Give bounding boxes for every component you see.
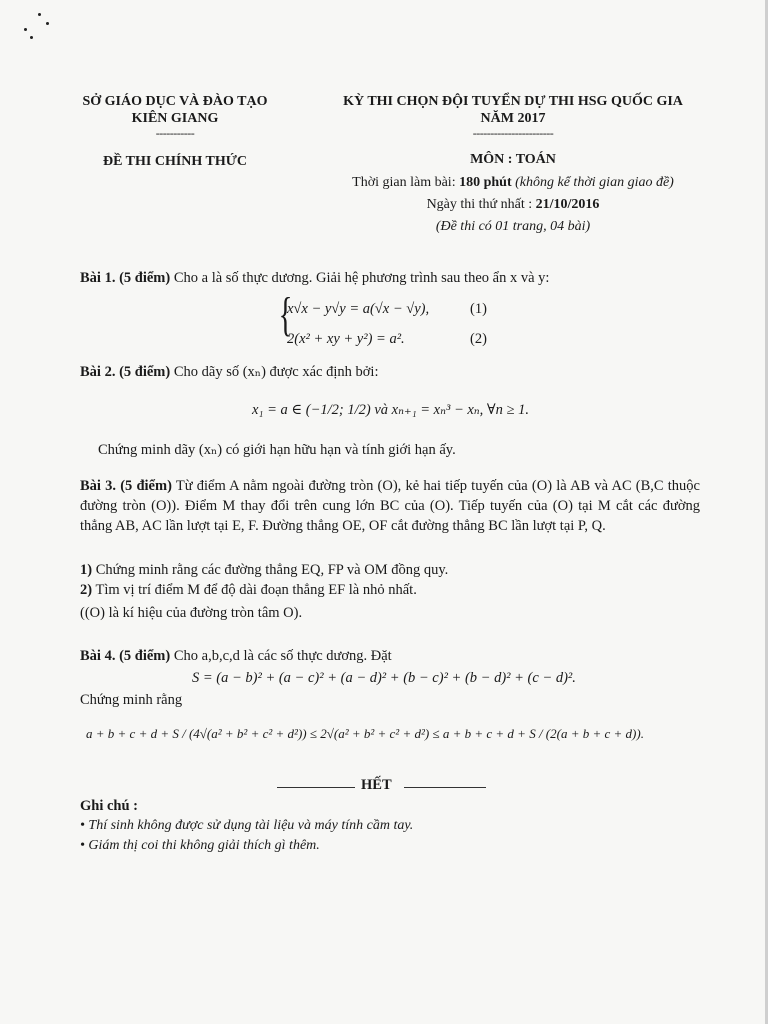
- problem-2-heading: Bài 2. (5 điểm): [80, 364, 171, 380]
- problem-3-text: Từ điểm A nằm ngoài đường tròn (O), kẻ hai tiếp tuyến của (O) là AB và AC (B,C thuộc đường tròn (O)). Điểm M thay đổi trên cung lớn BC của (O). Tiếp tuyến của (O) tại M cắt các đường thẳng AB, AC lần lượt tại E, F. Đường thẳng OE, OF cắt đường thẳng BC lần lượt tại P, Q.: [80, 478, 700, 534]
- problem-1-heading: Bài 1. (5 điểm): [80, 270, 171, 286]
- province-name: KIÊN GIANG: [131, 111, 219, 126]
- problem-1-eq1-number: (1): [470, 301, 487, 317]
- scan-speck: [30, 36, 33, 39]
- note-title: Ghi chú :: [80, 798, 139, 814]
- date-value: 21/10/2016: [535, 197, 600, 212]
- date-label: Ngày thi thứ nhất :: [426, 197, 536, 212]
- scan-speck: [46, 22, 49, 25]
- question-number: 2): [80, 582, 93, 598]
- header-right: [318, 93, 708, 168]
- problem-2-text: Cho dãy số (xₙ) được xác định bởi:: [170, 364, 379, 380]
- problem-1: [80, 268, 700, 288]
- problem-3: [80, 476, 700, 536]
- problem-3-heading: Bài 3. (5 điểm): [80, 478, 172, 494]
- exam-info: [318, 172, 708, 238]
- exam-year: NĂM 2017: [480, 111, 546, 126]
- problem-3-q2: [80, 580, 700, 600]
- exam-title: KỲ THI CHỌN ĐỘI TUYỂN DỰ THI HSG QUỐC GIA: [343, 94, 683, 109]
- question-text: Chứng minh rằng các đường thẳng EQ, FP và OM đồng quy.: [92, 562, 449, 578]
- problem-2: [80, 362, 700, 382]
- department-name: SỞ GIÁO DỤC VÀ ĐÀO TẠO: [82, 94, 268, 109]
- date-line: [318, 194, 708, 216]
- time-value: 180 phút: [459, 175, 512, 190]
- problem-4-prove: Chứng minh rằng: [80, 692, 183, 708]
- question-text: Tìm vị trí điểm M để độ dài đoạn thẳng EF là nhỏ nhất.: [92, 582, 417, 598]
- problem-1-eq2-number: (2): [470, 331, 487, 347]
- scan-speck: [38, 13, 41, 16]
- pages-note: [318, 216, 708, 238]
- problem-4-text: Cho a,b,c,d là các số thực dương. Đặt: [170, 648, 392, 664]
- subject-label: MÔN : TOÁN: [470, 152, 556, 167]
- note-item: • Thí sinh không được sử dụng tài liệu và máy tính cầm tay.: [80, 818, 414, 833]
- note-item: • Giám thị coi thi không giải thích gì thêm.: [80, 838, 320, 853]
- end-line-left: [277, 787, 355, 788]
- problem-3-q1: [80, 560, 700, 580]
- time-note: (không kể thời gian giao đề): [515, 175, 674, 190]
- official-label: ĐỀ THI CHÍNH THỨC: [102, 154, 248, 169]
- problem-1-eq2: 2(x² + xy + y²) = a².: [287, 331, 405, 347]
- question-number: 1): [80, 562, 93, 578]
- problem-1-eq1: x√x − y√y = a(√x − √y),: [287, 301, 430, 317]
- end-line-right: [404, 787, 486, 788]
- header-divider: -----------------------: [472, 126, 554, 140]
- problem-3-note: ((O) là kí hiệu của đường tròn tâm O).: [80, 605, 303, 621]
- problem-1-text: Cho a là số thực dương. Giải hệ phương trình sau theo ẩn x và y:: [170, 270, 550, 286]
- problem-4: [80, 646, 700, 666]
- header-divider: -----------: [155, 126, 195, 140]
- problem-4-inequality: a + b + c + d + S / (4√(a² + b² + c² + d²)) ≤ 2√(a² + b² + c² + d²) ≤ a + b + c + d + S / (2(a + b + c + d)).: [86, 726, 644, 741]
- header-left: [70, 93, 280, 170]
- time-line: [318, 172, 708, 194]
- problem-4-heading: Bài 4. (5 điểm): [80, 648, 171, 664]
- end-marker: HẾT: [361, 777, 392, 793]
- pages-note-text: (Đề thi có 01 trang, 04 bài): [435, 219, 591, 234]
- problem-2-task: Chứng minh dãy (xₙ) có giới hạn hữu hạn và tính giới hạn ấy.: [98, 442, 456, 458]
- scan-speck: [24, 28, 27, 31]
- time-label: Thời gian làm bài:: [352, 175, 460, 190]
- problem-2-formula: x₁ = a ∈ (−1/2; 1/2) và xₙ₊₁ = xₙ³ − xₙ, ∀n ≥ 1.: [252, 402, 530, 418]
- problem-4-S-definition: S = (a − b)² + (a − c)² + (a − d)² + (b − c)² + (b − d)² + (c − d)².: [192, 670, 576, 686]
- system-brace: {: [278, 288, 293, 341]
